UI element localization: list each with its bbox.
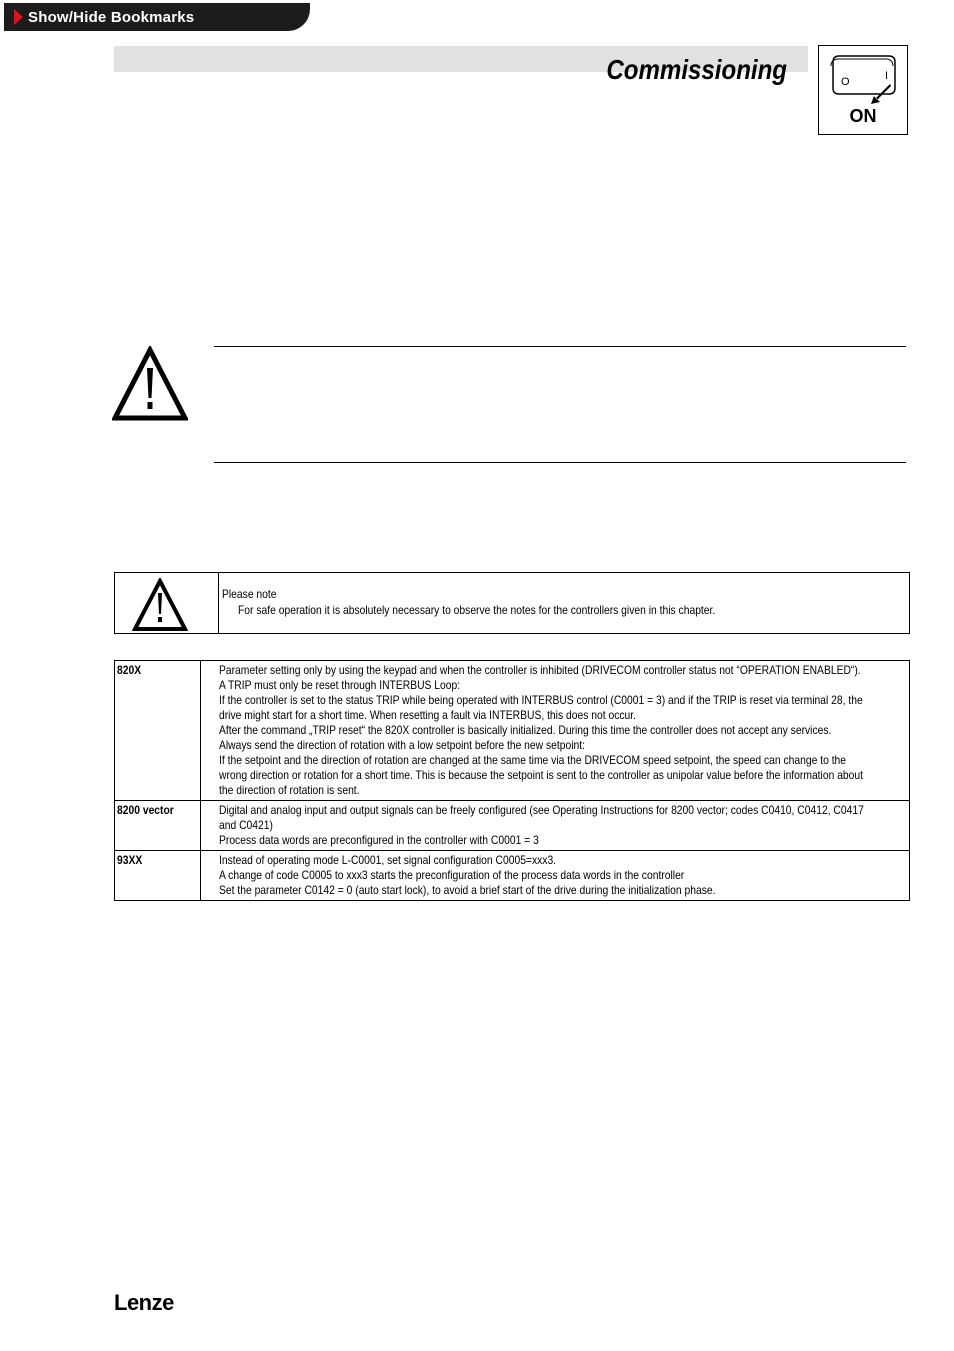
note-line: After the command „TRIP reset“ the 820X controller is basically initialized. During this time the controller does not accept any services.	[219, 723, 832, 737]
controller-notes	[201, 801, 909, 850]
note-line: Set the parameter C0142 = 0 (auto start lock), to avoid a brief start of the drive during the initialization phase.	[219, 883, 716, 897]
note-text: For safe operation it is absolutely necessary to observe the notes for the controllers given in this chapter.	[238, 603, 716, 617]
note-line: Digital and analog input and output signals can be freely configured (see Operating Instructions for 8200 vector; codes C0410, C0412, C0417	[219, 803, 864, 817]
note-divider	[218, 573, 219, 633]
controller-notes	[201, 661, 909, 800]
controller-name: 8200 vector	[117, 803, 174, 817]
controller-notes	[201, 851, 909, 900]
note-line: A change of code C0005 to xxx3 starts the preconfiguration of the process data words in the controller	[219, 868, 685, 882]
power-switch-icon	[818, 45, 908, 135]
note-line: If the setpoint and the direction of rotation are changed at the same time via the DRIVECOM speed setpoint, the speed can change to the	[219, 753, 847, 767]
bookmarks-label: Show/Hide Bookmarks	[28, 8, 195, 26]
warning-top-rule	[214, 346, 906, 347]
switch-off-mark: O	[841, 76, 850, 88]
note-line: A TRIP must only be reset through INTERBUS Loop:	[219, 678, 461, 692]
note-line: and C0421)	[219, 818, 273, 832]
switch-on-mark: I	[885, 70, 889, 82]
note-line: drive might start for a short time. When resetting a fault via INTERBUS, this does not occur.	[219, 708, 636, 722]
lenze-logo: Lenze	[114, 1290, 174, 1315]
note-line: wrong direction or rotation for a short time. This is because the setpoint is sent to the controller as unipolar value before the information about	[219, 768, 864, 782]
table-row	[115, 800, 909, 850]
note-title: Please note	[222, 587, 277, 601]
note-line: Process data words are preconfigured in the controller with C0001 = 3	[219, 833, 539, 847]
warning-icon	[112, 346, 188, 427]
note-box	[114, 572, 910, 634]
table-row	[115, 661, 909, 800]
note-line: Always send the direction of rotation with a low setpoint before the new setpoint:	[219, 738, 585, 752]
controller-notes-table	[114, 660, 910, 901]
play-arrow-icon	[14, 9, 23, 25]
table-row	[115, 850, 909, 900]
note-line: If the controller is set to the status TRIP while being operated with INTERBUS control (C0001 = 3) and if the TRIP is reset via terminal 28, the	[219, 693, 863, 707]
on-label: ON	[849, 106, 877, 126]
page-title: Commissioning	[606, 54, 787, 85]
show-hide-bookmarks-button[interactable]	[4, 3, 310, 31]
note-line: Instead of operating mode L-C0001, set signal configuration C0005=xxx3.	[219, 853, 557, 867]
note-line: Parameter setting only by using the keypad and when the controller is inhibited (DRIVECOM controller status not “OPERATION ENABLED“).	[219, 663, 861, 677]
controller-name: 93XX	[117, 853, 143, 867]
note-line: the direction of rotation is sent.	[219, 783, 360, 797]
switch-drawing	[819, 46, 907, 106]
controller-name: 820X	[117, 663, 142, 677]
warning-bottom-rule	[214, 462, 906, 463]
warning-icon	[132, 578, 188, 637]
